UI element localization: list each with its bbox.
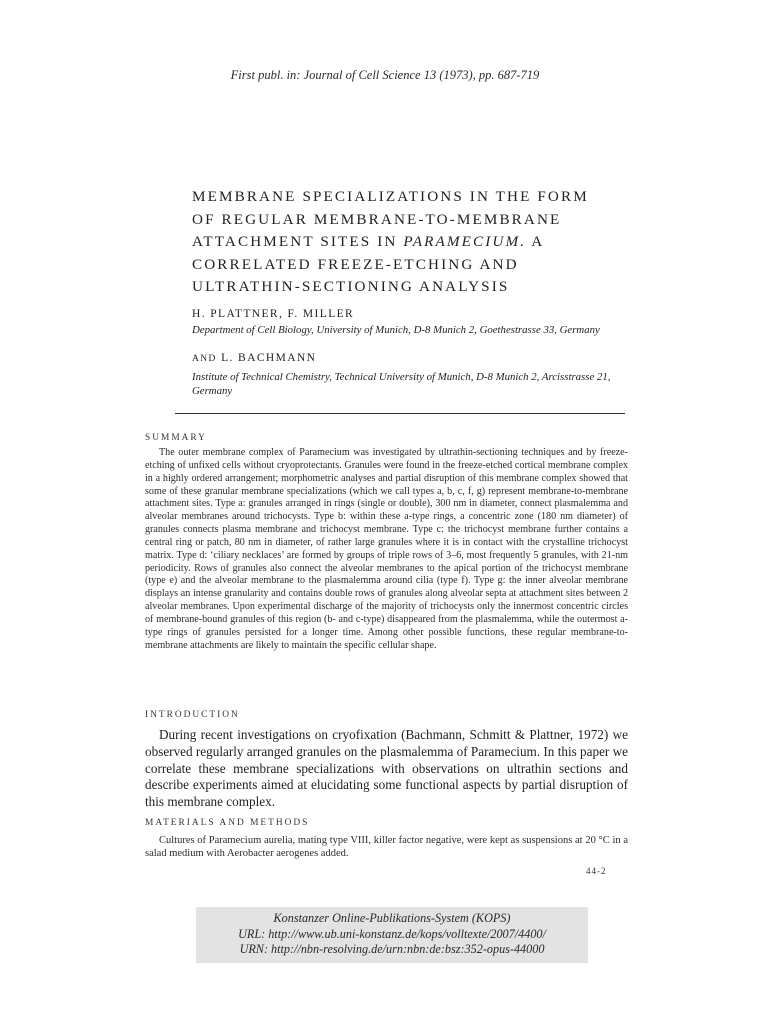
summary-heading: SUMMARY xyxy=(145,433,207,443)
affiliation-1: Department of Cell Biology, University of Munich, D-8 Munich 2, Goethestrasse 33, Germany xyxy=(192,324,600,336)
title-line-1: MEMBRANE SPECIALIZATIONS IN THE FORM xyxy=(192,188,589,205)
page-mark: 44-2 xyxy=(586,866,607,876)
title-line-3 xyxy=(192,231,642,254)
kops-url: URL: http://www.ub.uni-konstanz.de/kops/volltexte/2007/4400/ xyxy=(238,926,546,941)
title-line-2: OF REGULAR MEMBRANE-TO-MEMBRANE xyxy=(192,210,562,228)
title-line-4: CORRELATED FREEZE-ETCHING AND xyxy=(192,255,519,273)
kops-info-box xyxy=(196,907,588,963)
title-genus: PARAMECIUM. xyxy=(403,233,527,250)
introduction-text: During recent investigations on cryofixation (Bachmann, Schmitt & Plattner, 1972) we observed regularly arranged granules on the plasmalemma of Paramecium. In this paper we correlate these membrane specializations with observations on ultrathin sections and describe experiments aimed at elucidating some functional aspects by partial disruption of this membrane complex. xyxy=(145,727,628,810)
title-line-5: ULTRATHIN-SECTIONING ANALYSIS xyxy=(192,278,510,295)
introduction-heading: INTRODUCTION xyxy=(145,710,240,720)
paper-title xyxy=(192,186,642,299)
summary-text: The outer membrane complex of Paramecium was investigated by ultrathin-sectioning techniques and by freeze-etching of unfixed cells without cryoprotectants. Granules were found in the freeze-etched cortical membrane complex in a highly ordered arrangement; morphometric analyses and partial disruption of this membrane complex showed that some of these granular membrane specializations (which we call types a, b, c, f, g) represent membrane-to-membrane attachment sites. Type a: granules arranged in rings (single or double), 300 nm in diameter, connect plasmalemma and alveolar membranes around trichocysts. Type b: within these a-type rings, a concentric zone (180 nm diameter) of granules connects plasma membrane and trichocyst membrane. Type c: the trichocyst membrane further contains a central ring or patch, 80 nm in diameter, of rather large granules where it is in contact with the crystalline trichocyst matrix. Type d: ‘ciliary necklaces’ are formed by groups of triple rows of 3–6, most frequently 5 granules, with 21-nm periodicity. Rows of granules also connect the alveolar membranes to the apical portion of the trichocyst membrane (type e) and the alveolar membrane to the plasmalemma around cilia (type f). Type g: the inner alveolar membrane displays an intense granularity and contains double rows of granules along alveolar septa at attachment sites between 2 alveolar membranes. Upon experimental discharge of the majority of trichocysts only the innermost concentric circles of membrane-bound granules of this region (b- and c-type) disappeared from the plasmalemma, while the outermost a-type rings of granules persisted for a longer time. Among other possible functions, these regular membrane-to-membrane attachments are likely to maintain the specific cellular shape. xyxy=(145,447,628,651)
header-rule xyxy=(175,413,625,414)
methods-text: Cultures of Paramecium aurelia, mating type VIII, killer factor negative, were kept as suspensions at 20 °C in a salad medium with Aerobacter aerogenes added. xyxy=(145,835,628,860)
affiliation-2: Institute of Technical Chemistry, Technical University of Munich, D-8 Munich 2, Arcisstrasse 21, Germany xyxy=(192,371,611,397)
title-line-3-start: ATTACHMENT SITES IN xyxy=(192,233,404,250)
authors-group-2 xyxy=(192,352,316,364)
kops-line-1: Konstanzer Online-Publikations-System (KOPS) xyxy=(273,911,511,925)
authors-group-1: H. PLATTNER, F. MILLER xyxy=(192,308,355,320)
kops-urn: URN: http://nbn-resolving.de/urn:nbn:de:bsz:352-opus-44000 xyxy=(239,942,545,956)
authors-group-2-names: L. BACHMANN xyxy=(221,352,317,364)
authors-and: AND xyxy=(192,354,217,364)
publication-note: First publ. in: Journal of Cell Science 13 (1973), pp. 687-719 xyxy=(230,68,540,82)
methods-heading: MATERIALS AND METHODS xyxy=(145,818,310,828)
title-line-3-end: A xyxy=(526,233,545,250)
